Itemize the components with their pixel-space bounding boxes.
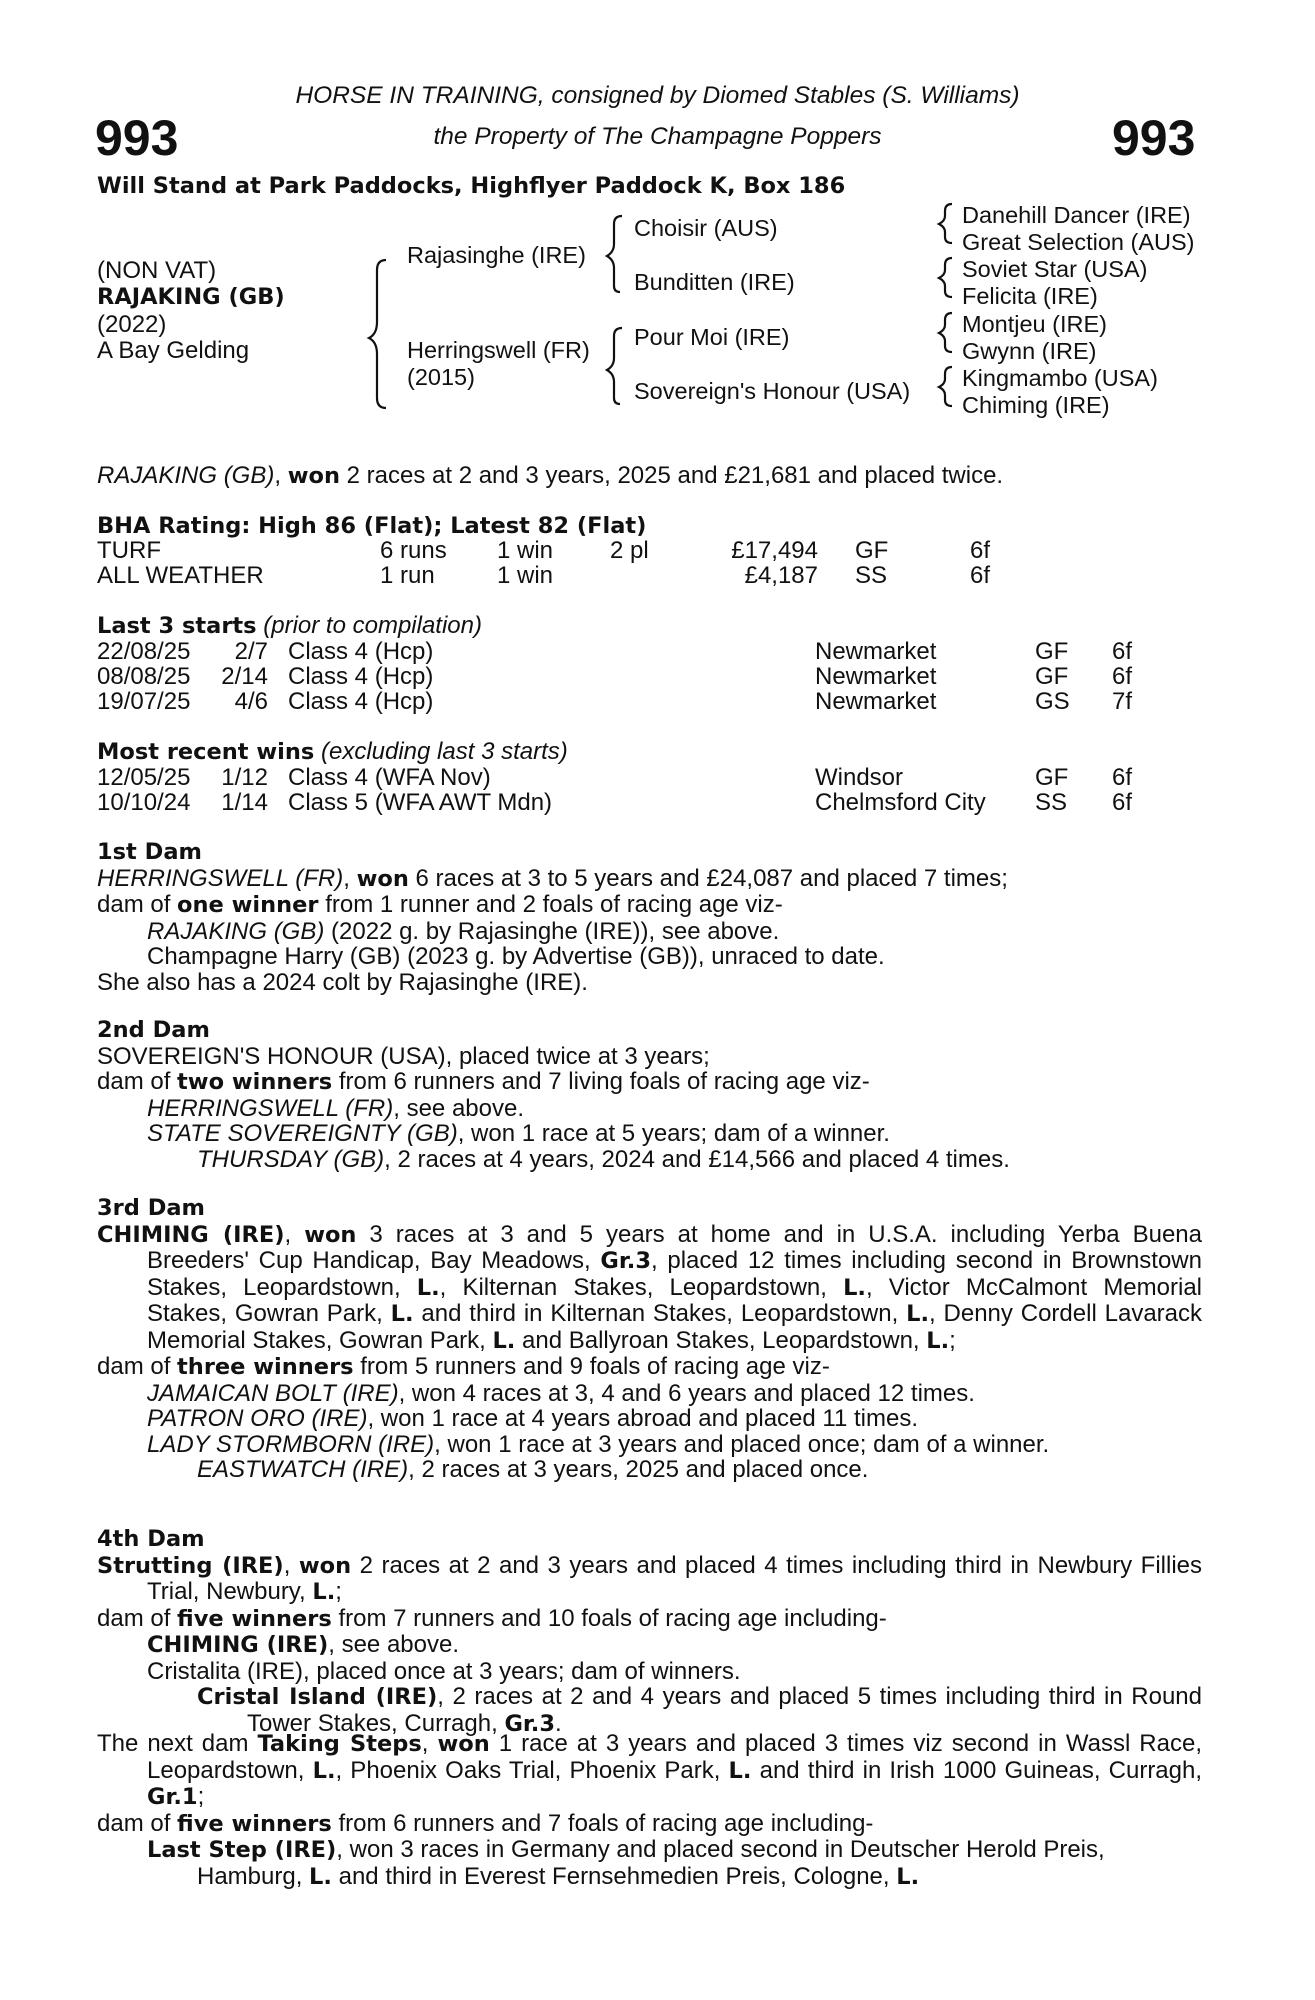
ratings-going: SS <box>855 562 888 589</box>
first-dam-section: 1st Dam HERRINGSWELL (FR), won 6 races at 3 to 5 years and £24,087 and placed 7 times; dam of one winner from 1 runner and 2 foals of racing age viz- RAJAKING (GB) (2022 g. by Rajasinghe (IRE)), see above. Champagne Harry (GB) (2023 g. by Advertise (GB)), unraced to date. She also has a 2024 colt by Rajasinghe (IRE). <box>97 840 1202 995</box>
dam-of-winners: two winners <box>177 1069 333 1095</box>
bha-rating-heading: BHA Rating: High 86 (Flat); Latest 82 (Flat) <box>97 513 647 539</box>
progeny-name: RAJAKING (GB) <box>147 917 325 945</box>
progeny-text: , 2 races at 4 years, 2024 and £14,566 and placed 4 times. <box>384 1145 1010 1173</box>
pedigree-g6: Gwynn (IRE) <box>962 338 1097 364</box>
ratings-going: GF <box>855 537 889 564</box>
listed-label: L. <box>728 1757 752 1784</box>
race-date: 12/05/25 <box>97 764 191 791</box>
race-going: GF <box>1035 663 1069 690</box>
horse-description: A Bay Gelding <box>97 337 250 364</box>
summary-text: 2 races at 2 and 3 years, 2025 and £21,681 and placed twice. <box>346 462 1004 489</box>
last-starts-title: Last 3 starts <box>97 613 257 639</box>
grade-label: Gr.3 <box>504 1710 556 1737</box>
race-dist: 6f <box>1112 764 1133 791</box>
horse-year: (2022) <box>97 311 167 338</box>
first-dam-heading: 1st Dam <box>97 839 202 865</box>
dam-record: and third in Irish 1000 Guineas, Curragh, <box>759 1756 1203 1784</box>
dam-record: and Ballyroan Stakes, Leopardstown, <box>522 1326 920 1354</box>
dam-name: Taking Steps <box>257 1731 422 1757</box>
dam-record: ; <box>949 1326 956 1354</box>
ratings-prize: £4,187 <box>744 562 818 589</box>
won-label: won <box>356 865 409 892</box>
summary-line: RAJAKING (GB), won 2 races at 2 and 3 years, 2025 and £21,681 and placed twice. <box>97 462 1004 489</box>
progeny-name: PATRON ORO (IRE) <box>147 1405 368 1432</box>
race-class: Class 5 (WFA AWT Mdn) <box>288 789 553 816</box>
pedigree-sire-sire: Choisir (AUS) <box>634 215 778 241</box>
pedigree-sire: Rajasinghe (IRE) <box>407 242 586 268</box>
ratings-dist: 6f <box>970 562 991 589</box>
race-dist: 6f <box>1112 789 1133 816</box>
race-pos: 2/7 <box>234 638 268 665</box>
progeny-name: EASTWATCH (IRE) <box>197 1456 409 1483</box>
progeny-entry: Champagne Harry (GB) (2023 g. by Advertise (GB)), unraced to date. <box>147 943 885 970</box>
dam-of-winners: five winners <box>177 1810 332 1837</box>
dam-of-text: dam of <box>97 1604 171 1632</box>
last-starts-note: (prior to compilation) <box>263 612 482 639</box>
progeny-name: Cristal Island (IRE) <box>197 1684 438 1710</box>
dam-record: ; <box>335 1578 342 1605</box>
dam-of-text: dam of <box>97 1809 171 1837</box>
race-pos: 2/14 <box>221 663 268 690</box>
race-going: GF <box>1035 764 1069 791</box>
listed-label: L. <box>312 1579 336 1605</box>
dam-record: 1 race at 3 years and placed 3 times viz second in Wassl Race, Leopardstown, <box>147 1730 1202 1784</box>
progeny-text: , won 1 race at 5 years; dam of a winner. <box>457 1120 890 1147</box>
race-going: GF <box>1035 638 1069 665</box>
ratings-wins: 1 win <box>497 537 554 564</box>
dam-of-winners: one winner <box>177 892 319 918</box>
ratings-dist: 6f <box>970 537 991 564</box>
dam-of-text: dam of <box>97 891 171 918</box>
pedigree-dam-sire: Pour Moi (IRE) <box>634 324 790 350</box>
dam-of-text: dam of <box>97 1068 171 1095</box>
race-date: 22/08/25 <box>97 638 191 665</box>
next-dam-section: The next dam Taking Steps, won 1 race at 3 years and placed 3 times viz second in Wassl Race, Leopardstown, L., Phoenix Oaks Trial, Phoenix Park, L. and third in Irish 1000 Guineas, Curragh, Gr.1; dam of five winners from 6 runners and 7 foals of racing age including- Last Step (IRE), won 3 races in Germany and placed second in Deutscher Herold Preis, Hamburg, L. and third in Everest Fernsehmedien Preis, Cologne, L. <box>97 1730 1203 1890</box>
fourth-dam-heading: 4th Dam <box>97 1526 205 1552</box>
recent-wins-title: Most recent wins <box>97 739 315 765</box>
won-label: won <box>437 1731 490 1757</box>
dam-name: HERRINGSWELL (FR) <box>97 864 344 892</box>
dam-of-text: from 1 runner and 2 foals of racing age viz- <box>325 891 783 918</box>
dam-of-text: from 5 runners and 9 foals of racing age viz- <box>360 1353 830 1380</box>
dam-record: 2 races at 2 and 3 years and placed 4 times including third in Newbury Fillies Trial, Newbury, <box>147 1551 1203 1605</box>
race-date: 08/08/25 <box>97 663 191 690</box>
dam-record: SOVEREIGN'S HONOUR (USA), placed twice at 3 years; <box>97 1042 710 1070</box>
dam-of-text: dam of <box>97 1353 171 1380</box>
dam-of-text: from 6 runners and 7 foals of racing age including- <box>338 1809 874 1837</box>
location-line: Will Stand at Park Paddocks, Highflyer Paddock K, Box 186 <box>97 173 846 199</box>
summary-won: won <box>287 463 340 489</box>
progeny-name: THURSDAY (GB) <box>197 1145 385 1173</box>
progeny-text: , see above. <box>328 1631 460 1658</box>
progeny-text: , 2 races at 2 and 4 years and placed 5 times including third in Round Tower Stakes, Curragh, <box>247 1683 1202 1737</box>
race-class: Class 4 (WFA Nov) <box>288 764 491 791</box>
listed-label: L. <box>926 1327 950 1354</box>
pedigree-g1: Danehill Dancer (IRE) <box>962 202 1191 228</box>
race-dist: 6f <box>1112 638 1133 665</box>
pedigree-g4: Felicita (IRE) <box>962 283 1098 309</box>
race-dist: 7f <box>1112 688 1133 715</box>
progeny-text: , won 1 race at 3 years and placed once; dam of a winner. <box>434 1430 1050 1458</box>
dam-extra-note: She also has a 2024 colt by Rajasinghe (IRE). <box>97 968 588 996</box>
ratings-runs: 6 runs <box>380 537 447 564</box>
third-dam-section: 3rd Dam CHIMING (IRE), won 3 races at 3 and 5 years at home and in U.S.A. including Yerba Buena Breeders' Cup Handicap, Bay Meadows, Gr.3, placed 12 times including second in Brownstown Stakes, Leopardstown, L., Kilternan Stakes, Leopardstown, L., Victor McCalmont Memorial Stakes, Gowran Park, L. and third in Kilternan Stakes, Leopardstown, L., Denny Cordell Lavarack Memorial Stakes, Gowran Park, L. and Ballyroan Stakes, Leopardstown, L.; dam of three winners from 5 runners and 9 foals of racing age viz- JAMAICAN BOLT (IRE), won 4 races at 3, 4 and 6 years and placed 12 times. PATRON ORO (IRE), won 1 race at 4 years abroad and placed 11 times. LADY STORMBORN (IRE), won 1 race at 3 years and placed once; dam of a winner. EASTWATCH (IRE), 2 races at 3 years, 2025 and placed once. <box>97 1195 1203 1483</box>
dam-record: , Denny Cordell Lavarack Memorial Stakes, Gowran Park, <box>147 1300 1203 1354</box>
summary-horse-name: RAJAKING (GB) <box>97 462 275 489</box>
ratings-surface: ALL WEATHER <box>97 562 264 589</box>
second-dam-section <box>97 1018 1202 1172</box>
listed-label: L. <box>906 1301 930 1327</box>
pedigree-g2: Great Selection (AUS) <box>962 229 1195 255</box>
pedigree-dam-dam: Sovereign's Honour (USA) <box>634 378 911 404</box>
listed-label: L. <box>309 1863 332 1890</box>
progeny-text: , see above. <box>393 1094 525 1122</box>
progeny-text: , won 1 race at 4 years abroad and placed 11 times. <box>367 1405 918 1432</box>
ratings-places: 2 pl <box>610 537 649 564</box>
race-class: Class 4 (Hcp) <box>288 638 434 665</box>
progeny-text: . <box>555 1709 562 1737</box>
won-label: won <box>304 1221 357 1248</box>
dam-record: , Phoenix Oaks Trial, Phoenix Park, <box>335 1756 721 1784</box>
race-pos: 4/6 <box>234 688 268 715</box>
last-starts-heading <box>97 612 482 640</box>
pedigree-g3: Soviet Star (USA) <box>962 256 1148 282</box>
dam-record: 3 races at 3 and 5 years at home and in U.S.A. including Yerba Buena Breeders' Cup Handicap, Bay Meadows, <box>147 1220 1203 1274</box>
race-pos: 1/14 <box>221 789 268 816</box>
dam-record: and third in Kilternan Stakes, Leopardstown, <box>421 1300 899 1327</box>
grade-label: Gr.3 <box>600 1248 651 1274</box>
race-going: GS <box>1035 688 1070 715</box>
pedigree-g5: Montjeu (IRE) <box>962 311 1107 337</box>
recent-wins-heading <box>97 738 568 766</box>
listed-label: L. <box>312 1757 336 1784</box>
progeny-name: CHIMING (IRE) <box>147 1632 329 1658</box>
dam-of-winners: three winners <box>177 1354 354 1380</box>
dam-name: Strutting (IRE) <box>97 1552 284 1579</box>
dam-of-winners: five winners <box>177 1605 332 1632</box>
listed-label: L. <box>416 1274 440 1301</box>
race-going: SS <box>1035 789 1068 816</box>
progeny-name: STATE SOVEREIGNTY (GB) <box>147 1120 458 1147</box>
third-dam-heading: 3rd Dam <box>97 1195 205 1221</box>
horse-name: RAJAKING (GB) <box>97 284 285 310</box>
race-date: 10/10/24 <box>97 789 191 816</box>
second-dam-heading: 2nd Dam <box>97 1017 210 1043</box>
dam-record: , placed 12 times including second in Brownstown Stakes, Leopardstown, <box>147 1247 1202 1301</box>
race-course: Newmarket <box>815 663 937 690</box>
progeny-text: and third in Everest Fernsehmedien Preis, Cologne, <box>338 1862 890 1890</box>
consignment-line: HORSE IN TRAINING, consigned by Diomed Stables (S. Williams) <box>295 82 1020 109</box>
pedigree-dam: Herringswell (FR) <box>407 337 590 363</box>
grade-label: Gr.1 <box>147 1784 198 1810</box>
listed-label: L. <box>843 1274 866 1301</box>
race-course: Newmarket <box>815 638 937 665</box>
pedigree-sire-dam: Bunditten (IRE) <box>634 269 795 295</box>
race-course: Chelmsford City <box>815 789 986 816</box>
dam-name: CHIMING (IRE) <box>97 1221 285 1248</box>
ratings-surface: TURF <box>97 537 161 564</box>
ratings-prize: £17,494 <box>731 537 818 564</box>
won-label: won <box>298 1552 352 1579</box>
progeny-text: , 2 races at 3 years, 2025 and placed once. <box>408 1456 869 1483</box>
progeny-text: , won 3 races in Germany and placed second in Deutscher Herold Preis, Hamburg, <box>197 1836 1105 1890</box>
progeny-entry: Cristalita (IRE), placed once at 3 years; dam of winners. <box>147 1657 741 1685</box>
listed-label: L. <box>896 1863 920 1890</box>
pedigree-dam-year: (2015) <box>407 364 475 390</box>
progeny-name: HERRINGSWELL (FR) <box>147 1094 394 1122</box>
dam-record: , Victor McCalmont Memorial Stakes, Gowran Park, <box>147 1273 1202 1327</box>
race-pos: 1/12 <box>221 764 268 791</box>
race-dist: 6f <box>1112 663 1133 690</box>
fourth-dam-section: 4th Dam Strutting (IRE), won 2 races at 2 and 3 years and placed 4 times including third in Newbury Fillies Trial, Newbury, L.; dam of five winners from 7 runners and 10 foals of racing age including- CHIMING (IRE), see above. Cristalita (IRE), placed once at 3 years; dam of winners. Cristal Island (IRE), 2 races at 2 and 4 years and placed 5 times including third in Round Tower Stakes, Curragh, Gr.3. <box>97 1526 1203 1737</box>
lot-number-left: 993 <box>95 110 179 166</box>
progeny-text: (2022 g. by Rajasinghe (IRE)), see above. <box>331 917 780 945</box>
race-class: Class 4 (Hcp) <box>288 663 434 690</box>
pedigree-g7: Kingmambo (USA) <box>962 365 1158 391</box>
listed-label: L. <box>390 1301 414 1327</box>
ratings-runs: 1 run <box>380 562 435 589</box>
progeny-name: Last Step (IRE) <box>147 1837 337 1863</box>
race-course: Windsor <box>815 764 904 791</box>
lot-number-right: 993 <box>1112 110 1196 166</box>
next-dam-intro: The next dam <box>97 1730 249 1757</box>
listed-label: L. <box>492 1327 516 1354</box>
progeny-name: JAMAICAN BOLT (IRE) <box>147 1379 399 1407</box>
recent-wins-note: (excluding last 3 starts) <box>320 738 568 765</box>
dam-record: ; <box>197 1783 205 1810</box>
progeny-text: , won 4 races at 3, 4 and 6 years and placed 12 times. <box>398 1379 975 1407</box>
vat-status: (NON VAT) <box>97 257 217 284</box>
property-line: the Property of The Champagne Poppers <box>433 123 882 150</box>
race-date: 19/07/25 <box>97 688 191 715</box>
race-course: Newmarket <box>815 688 937 715</box>
pedigree-g8: Chiming (IRE) <box>962 392 1110 418</box>
dam-record: , Kilternan Stakes, Leopardstown, <box>439 1273 827 1301</box>
dam-of-text: from 7 runners and 10 foals of racing age including- <box>338 1604 887 1632</box>
dam-of-text: from 6 runners and 7 living foals of racing age viz- <box>338 1068 870 1095</box>
race-class: Class 4 (Hcp) <box>288 688 434 715</box>
progeny-name: LADY STORMBORN (IRE) <box>147 1430 435 1458</box>
dam-record: 6 races at 3 to 5 years and £24,087 and placed 7 times; <box>415 864 1008 892</box>
ratings-wins: 1 win <box>497 562 554 589</box>
